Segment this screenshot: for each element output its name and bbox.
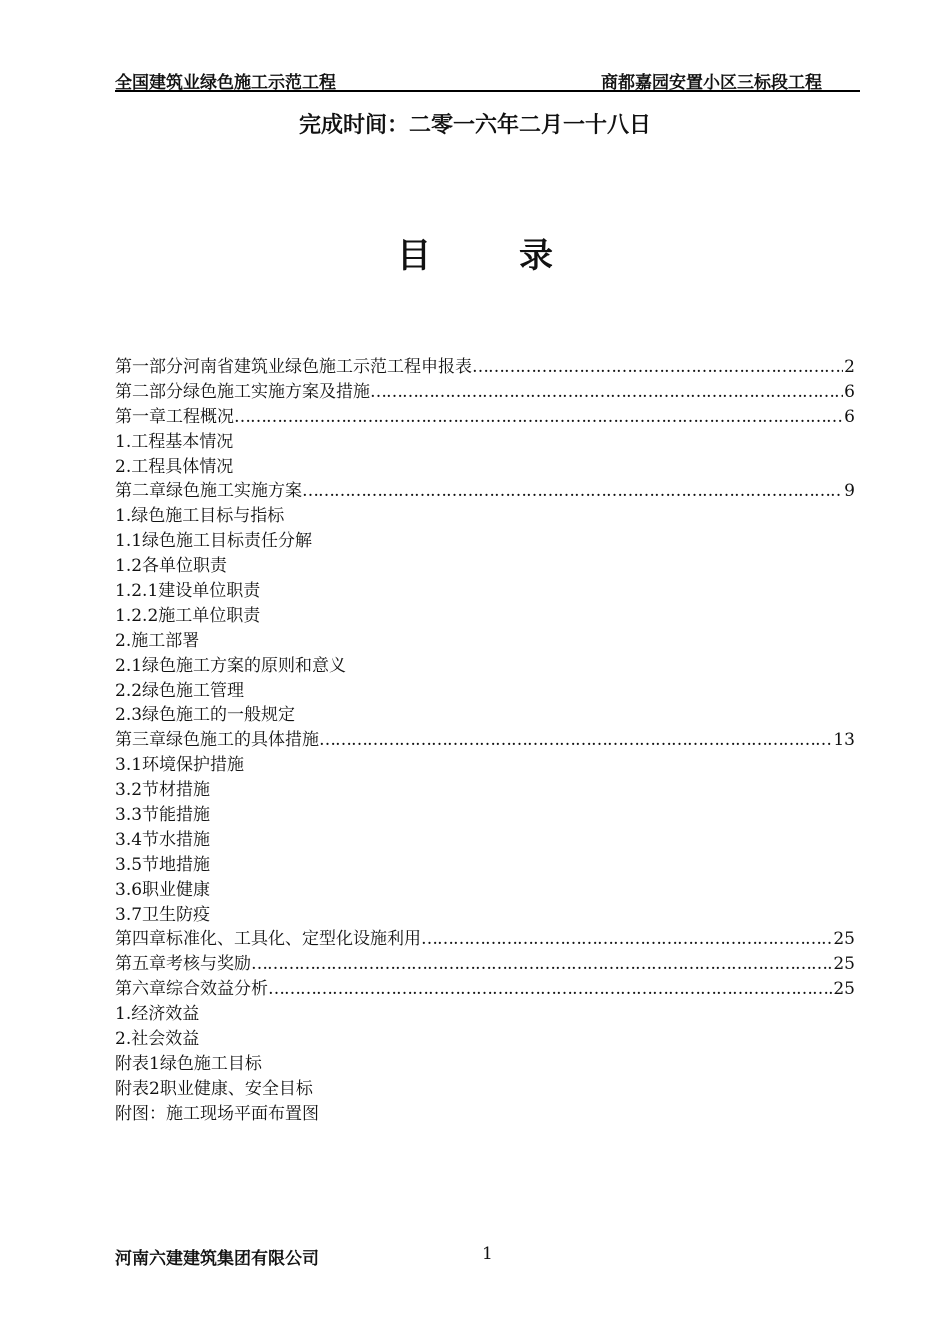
toc-entry[interactable] — [115, 629, 855, 654]
toc-entry-text: 3.4节水措施 — [115, 829, 211, 850]
toc-entry[interactable] — [115, 455, 855, 480]
toc-entry-text: 1.2.2施工单位职责 — [115, 605, 261, 626]
toc-entry-page: 25 — [833, 979, 855, 1000]
toc-leader-dots — [268, 977, 832, 1002]
toc-entry[interactable] — [115, 579, 855, 604]
toc-entry-page: 2 — [844, 357, 855, 377]
toc-entry-page: 6 — [844, 381, 855, 402]
toc-entry-page: 25 — [833, 954, 855, 975]
toc-entry[interactable] — [115, 529, 855, 554]
toc-leader-dots — [302, 479, 843, 504]
toc-entry-text: 第二部分绿色施工实施方案及措施 — [115, 381, 370, 402]
toc-entry[interactable] — [115, 1002, 855, 1027]
toc-entry[interactable] — [115, 1052, 855, 1077]
toc-entry[interactable] — [115, 504, 855, 529]
toc-leader-dots — [472, 355, 843, 380]
toc-entry-text: 1.经济效益 — [115, 1004, 200, 1025]
header-left-title: 全国建筑业绿色施工示范工程 — [115, 73, 336, 93]
toc-entry-text: 1.2.1建设单位职责 — [115, 581, 261, 602]
toc-entry[interactable] — [115, 1027, 855, 1052]
toc-entry[interactable] — [115, 952, 855, 977]
toc-entry-text: 1.1绿色施工目标责任分解 — [115, 531, 313, 552]
toc-title — [0, 228, 950, 277]
toc-entry-text: 附表1绿色施工目标 — [115, 1053, 262, 1074]
table-of-contents — [115, 355, 855, 1127]
toc-entry-page: 9 — [844, 481, 855, 502]
toc-entry-text: 1.工程基本情况 — [115, 431, 234, 452]
toc-entry-text: 2.社会效益 — [115, 1029, 200, 1050]
toc-entry[interactable] — [115, 778, 855, 803]
toc-entry[interactable] — [115, 753, 855, 778]
toc-entry-text: 第二章绿色施工实施方案 — [115, 481, 302, 502]
completion-date: 完成时间：二零一六年二月一十八日 — [298, 113, 651, 138]
toc-entry-text: 第六章综合效益分析 — [115, 979, 268, 1000]
toc-entry[interactable] — [115, 380, 855, 405]
toc-entry[interactable] — [115, 654, 855, 679]
toc-entry-text: 1.绿色施工目标与指标 — [115, 506, 285, 527]
toc-entry[interactable] — [115, 679, 855, 704]
toc-leader-dots — [370, 380, 843, 405]
toc-entry-text: 1.2各单位职责 — [115, 556, 228, 577]
toc-entry-page: 6 — [844, 406, 855, 427]
toc-entry-text: 2.1绿色施工方案的原则和意义 — [115, 655, 347, 676]
toc-entry-text: 第五章考核与奖励 — [115, 954, 251, 975]
toc-entry-text: 第四章标准化、工具化、定型化设施利用 — [115, 929, 421, 950]
toc-entry[interactable] — [115, 1077, 855, 1102]
toc-entry[interactable] — [115, 927, 855, 952]
footer-page-number: 1 — [482, 1244, 493, 1264]
toc-entry-text: 2.施工部署 — [115, 630, 200, 651]
toc-entry-page: 25 — [833, 929, 855, 950]
toc-entry[interactable] — [115, 903, 855, 928]
toc-leader-dots — [319, 728, 832, 753]
toc-entry[interactable] — [115, 405, 855, 430]
toc-entry-text: 2.工程具体情况 — [115, 456, 234, 477]
toc-entry-text: 3.2节材措施 — [115, 780, 211, 801]
toc-entry-text: 第一部分河南省建筑业绿色施工示范工程申报表 — [115, 357, 472, 377]
toc-title-char-1: 目 — [397, 236, 431, 276]
toc-entry[interactable] — [115, 479, 855, 504]
toc-entry[interactable] — [115, 430, 855, 455]
toc-entry-text: 3.7卫生防疫 — [115, 904, 211, 925]
toc-entry-text: 3.5节地措施 — [115, 854, 211, 875]
toc-entry-text: 第三章绿色施工的具体措施 — [115, 730, 319, 751]
toc-entry-text: 3.6职业健康 — [115, 879, 211, 900]
header-right-title: 商都嘉园安置小区三标段工程 — [601, 73, 822, 93]
toc-entry[interactable] — [115, 977, 855, 1002]
toc-entry-text: 3.3节能措施 — [115, 805, 211, 826]
toc-entry-text: 第一章工程概况 — [115, 406, 234, 427]
page-header — [115, 68, 860, 92]
toc-entry[interactable] — [115, 878, 855, 903]
toc-entry[interactable] — [115, 703, 855, 728]
toc-entry-text: 附图：施工现场平面布置图 — [115, 1103, 319, 1124]
toc-leader-dots — [421, 927, 832, 952]
toc-entry-text: 2.3绿色施工的一般规定 — [115, 705, 296, 726]
toc-entry[interactable] — [115, 1102, 855, 1127]
toc-entry-text: 2.2绿色施工管理 — [115, 680, 245, 701]
toc-entry-text: 3.1环境保护措施 — [115, 755, 245, 776]
toc-entry-text: 附表2职业健康、安全目标 — [115, 1078, 313, 1099]
toc-title-char-2: 录 — [519, 236, 553, 276]
toc-entry[interactable] — [115, 828, 855, 853]
toc-entry[interactable] — [115, 604, 855, 629]
toc-entry[interactable] — [115, 355, 855, 380]
toc-entry[interactable] — [115, 728, 855, 753]
toc-entry[interactable] — [115, 803, 855, 828]
page-footer — [115, 1244, 855, 1268]
toc-entry-page: 13 — [833, 730, 855, 751]
toc-leader-dots — [251, 952, 832, 977]
toc-entry[interactable] — [115, 853, 855, 878]
footer-company: 河南六建建筑集团有限公司 — [115, 1249, 319, 1269]
toc-entry[interactable] — [115, 554, 855, 579]
toc-leader-dots — [234, 405, 843, 430]
